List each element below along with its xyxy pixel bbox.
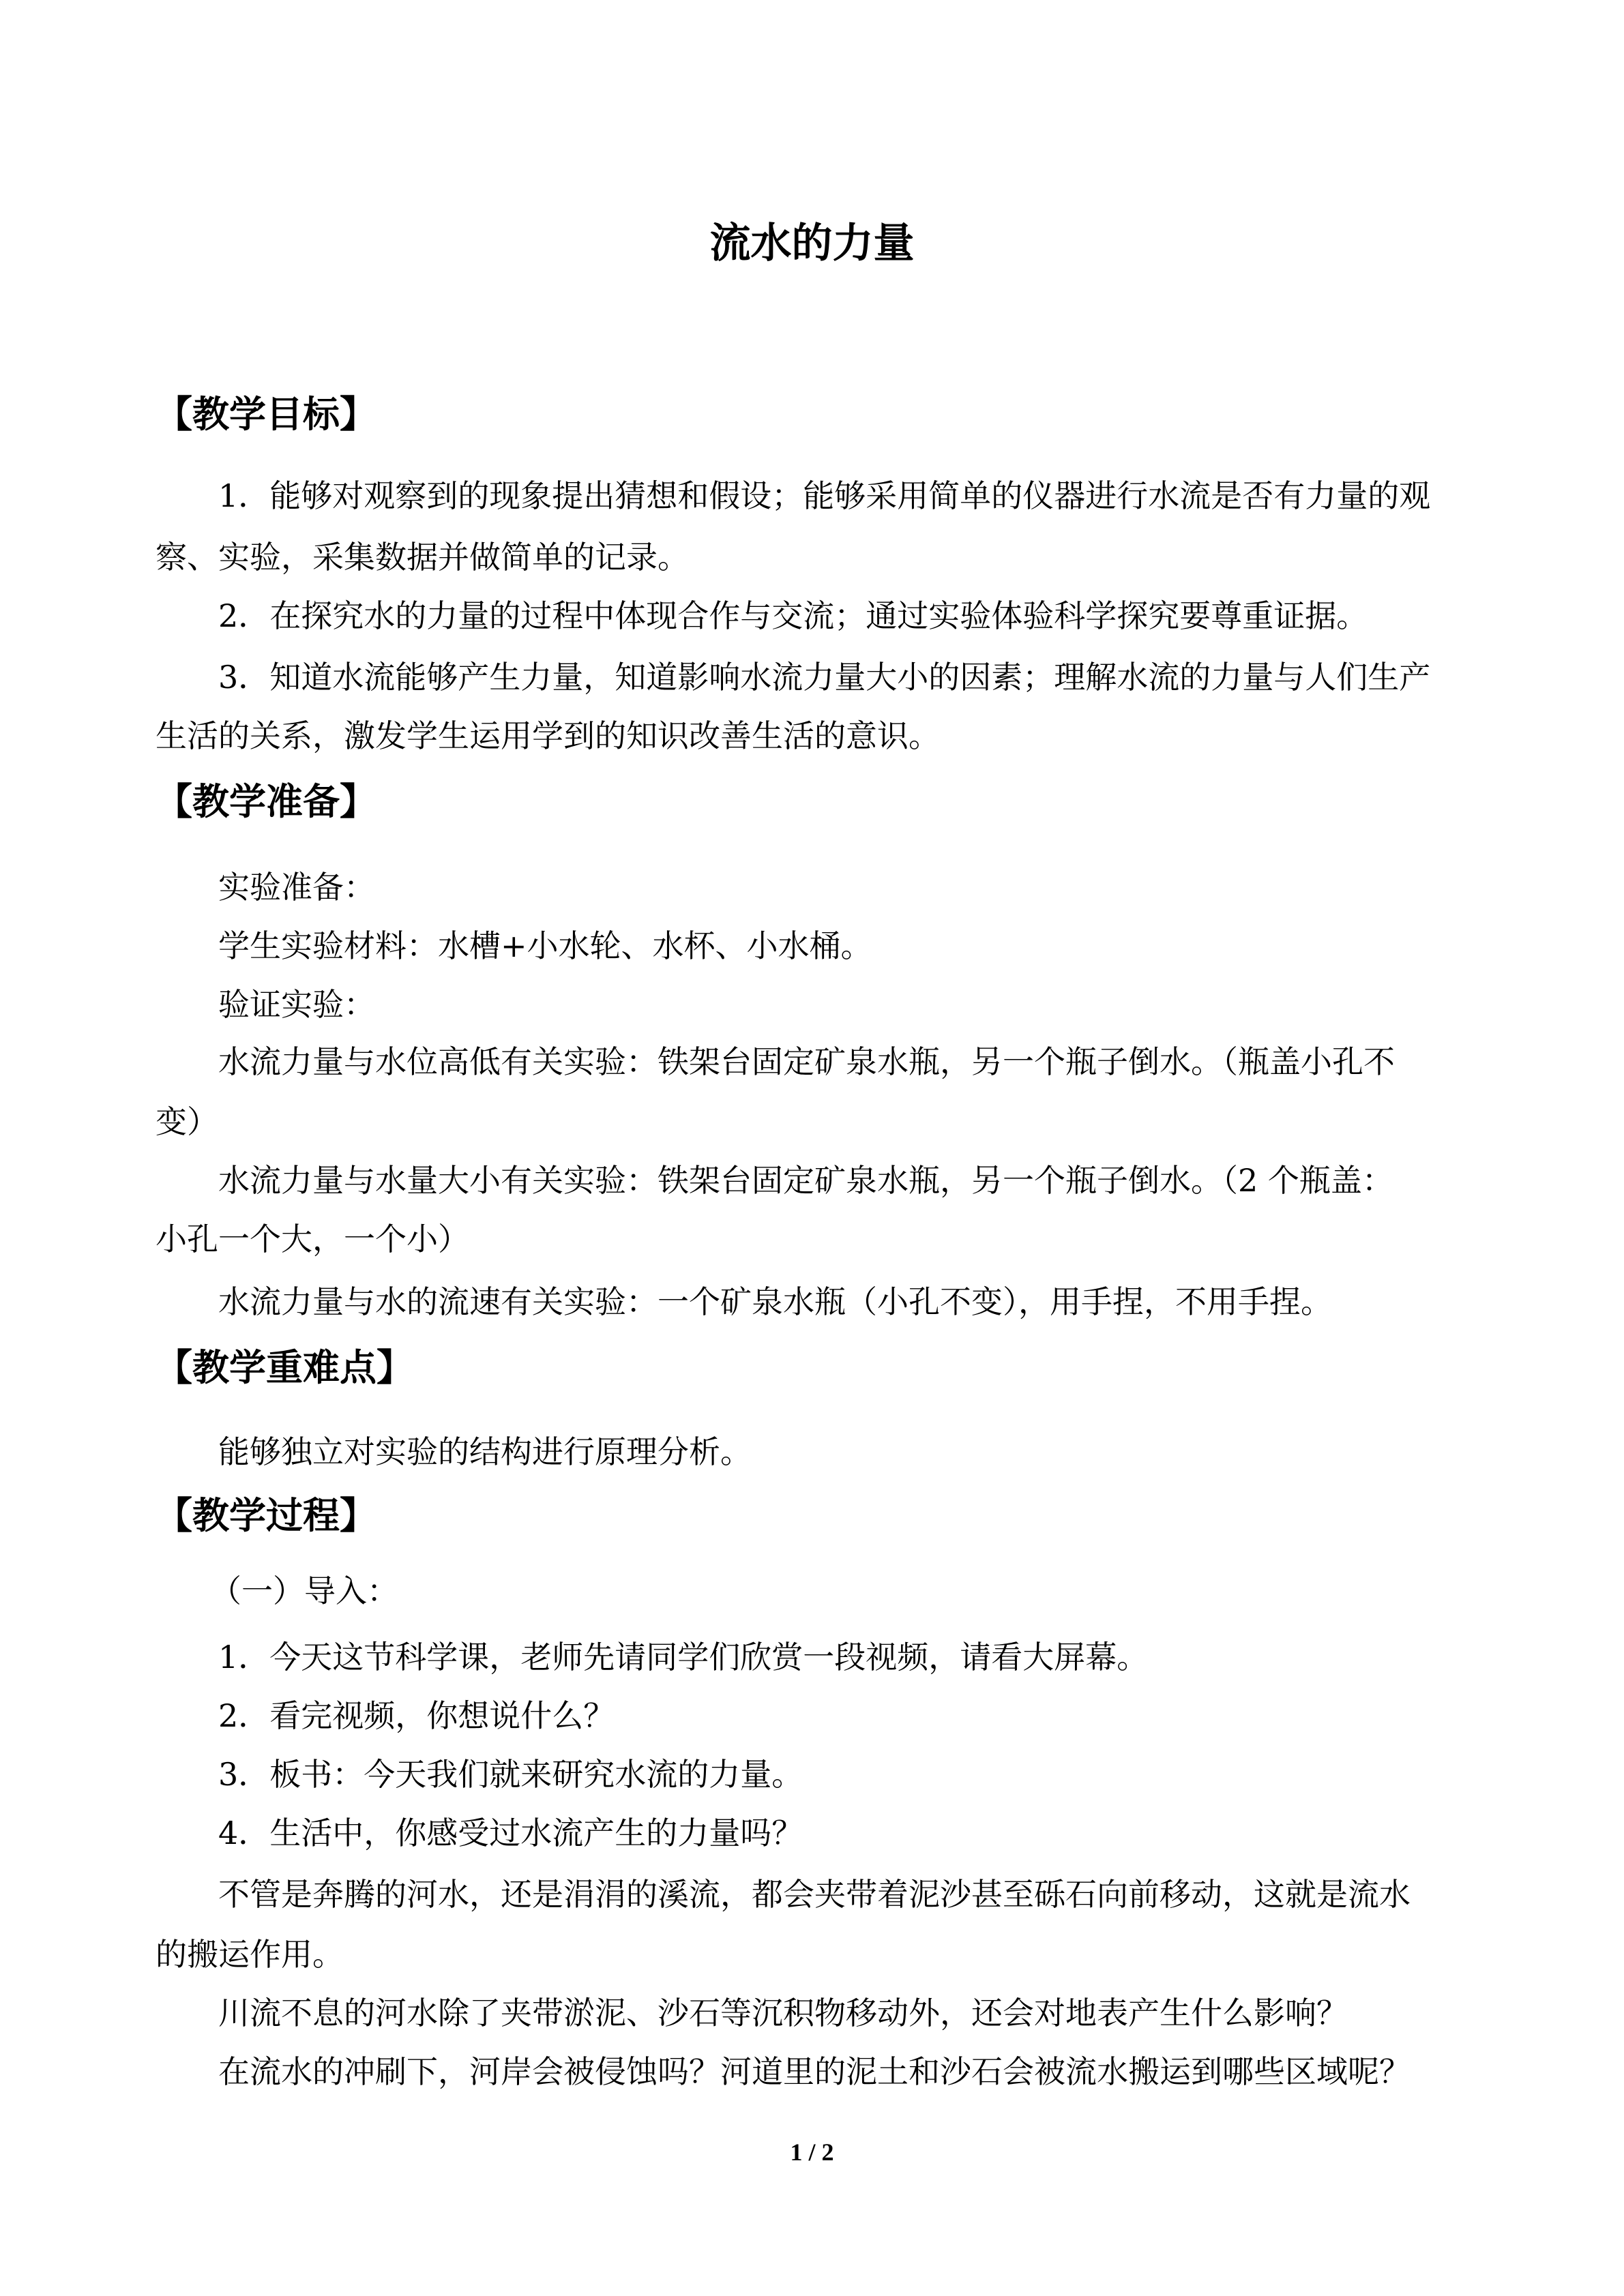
section-heading-objectives: 【教学目标】 — [156, 393, 377, 436]
paragraph-line: 川流不息的河水除了夹带淤泥、沙石等沉积物移动外，还会对地表产生什么影响？ — [218, 1995, 1348, 2031]
paragraph-line: 2．看完视频，你想说什么？ — [218, 1697, 615, 1734]
paragraph-line: 水流力量与水位高低有关实验：铁架台固定矿泉水瓶，另一个瓶子倒水。（瓶盖小孔不 — [218, 1043, 1395, 1080]
paragraph-line: 2．在探究水的力量的过程中体现合作与交流；通过实验体验科学探究要尊重证据。 — [218, 597, 1368, 634]
paragraph-line: 在流水的冲刷下，河岸会被侵蚀吗？河道里的泥土和沙石会被流水搬运到哪些区域呢？ — [218, 2053, 1411, 2090]
document-title: 流水的力量 — [709, 220, 915, 267]
paragraph-line: 水流力量与水的流速有关实验：一个矿泉水瓶（小孔不变），用手捏，不用手捏。 — [218, 1283, 1332, 1320]
paragraph-line: （一）导入： — [210, 1572, 398, 1609]
page-number: 1 / 2 — [790, 2138, 834, 2166]
paragraph-line: 1．今天这节科学课，老师先请同学们欣赏一段视频，请看大屏幕。 — [218, 1639, 1149, 1675]
paragraph-line: 不管是奔腾的河水，还是涓涓的溪流，都会夹带着泥沙甚至砾石向前移动，这就是流水 — [218, 1876, 1411, 1913]
paragraph-line: 3．知道水流能够产生力量，知道影响水流力量大小的因素；理解水流的力量与人们生产 — [218, 659, 1431, 696]
paragraph-line: 3．板书：今天我们就来研究水流的力量。 — [218, 1756, 803, 1793]
section-heading-key-points: 【教学重难点】 — [156, 1346, 413, 1389]
paragraph-line: 变） — [156, 1103, 218, 1140]
paragraph-line: 察、实验，采集数据并做简单的记录。 — [156, 539, 689, 576]
paragraph-line: 实验准备： — [218, 869, 375, 906]
paragraph-line: 能够独立对实验的结构进行原理分析。 — [218, 1433, 752, 1470]
paragraph-line: 学生实验材料：水槽+小水轮、水杯、小水桶。 — [218, 927, 872, 964]
paragraph-line: 的搬运作用。 — [156, 1936, 344, 1973]
section-heading-preparation: 【教学准备】 — [156, 780, 377, 823]
paragraph-line: 小孔一个大，一个小） — [156, 1221, 469, 1257]
paragraph-line: 4．生活中，你感受过水流产生的力量吗？ — [218, 1815, 803, 1851]
paragraph-line: 水流力量与水量大小有关实验：铁架台固定矿泉水瓶，另一个瓶子倒水。（2 个瓶盖： — [218, 1162, 1393, 1199]
paragraph-line: 1．能够对观察到的现象提出猜想和假设；能够采用简单的仪器进行水流是否有力量的观 — [218, 477, 1431, 514]
paragraph-line: 验证实验： — [218, 986, 375, 1023]
paragraph-line: 生活的关系，激发学生运用学到的知识改善生活的意识。 — [156, 717, 940, 754]
section-heading-process: 【教学过程】 — [156, 1494, 377, 1537]
